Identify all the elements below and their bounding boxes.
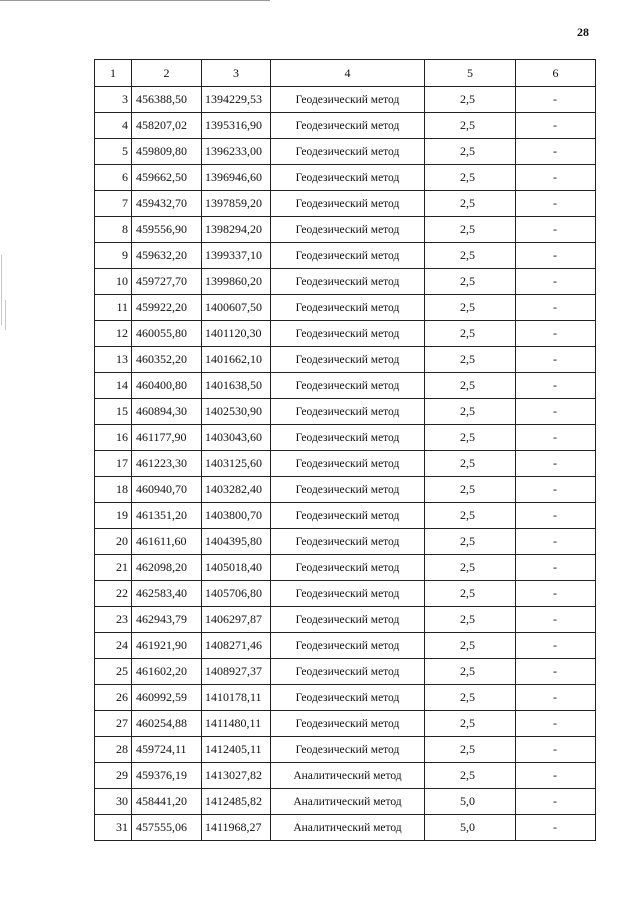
y-coordinate-cell: 1403043,60	[202, 425, 271, 451]
point-number-cell: 4	[95, 113, 132, 139]
table-row	[95, 763, 596, 789]
y-coordinate-cell: 1401120,30	[202, 321, 271, 347]
x-coordinate-cell: 462943,79	[132, 607, 202, 633]
point-number-cell: 16	[95, 425, 132, 451]
y-coordinate-cell: 1400607,50	[202, 295, 271, 321]
accuracy-cell: 2,5	[425, 711, 516, 737]
method-cell: Геодезический метод	[271, 529, 425, 555]
scan-edge-mark	[1, 255, 2, 325]
method-cell: Геодезический метод	[271, 165, 425, 191]
x-coordinate-cell: 462583,40	[132, 581, 202, 607]
point-number-cell: 12	[95, 321, 132, 347]
y-coordinate-cell: 1399337,10	[202, 243, 271, 269]
table-header-row	[95, 60, 596, 87]
table-row	[95, 529, 596, 555]
x-coordinate-cell: 460254,88	[132, 711, 202, 737]
accuracy-cell: 2,5	[425, 347, 516, 373]
point-number-cell: 28	[95, 737, 132, 763]
x-coordinate-cell: 459556,90	[132, 217, 202, 243]
method-cell: Аналитический метод	[271, 763, 425, 789]
accuracy-cell: 2,5	[425, 503, 516, 529]
accuracy-cell: 2,5	[425, 581, 516, 607]
table-row	[95, 139, 596, 165]
accuracy-cell: 2,5	[425, 399, 516, 425]
y-coordinate-cell: 1399860,20	[202, 269, 271, 295]
y-coordinate-cell: 1412405,11	[202, 737, 271, 763]
note-cell: -	[516, 321, 596, 347]
x-coordinate-cell: 459922,20	[132, 295, 202, 321]
accuracy-cell: 2,5	[425, 321, 516, 347]
y-coordinate-cell: 1401662,10	[202, 347, 271, 373]
table-row	[95, 373, 596, 399]
point-number-cell: 15	[95, 399, 132, 425]
x-coordinate-cell: 460992,59	[132, 685, 202, 711]
method-cell: Геодезический метод	[271, 399, 425, 425]
table-row	[95, 711, 596, 737]
method-cell: Аналитический метод	[271, 789, 425, 815]
method-cell: Геодезический метод	[271, 295, 425, 321]
y-coordinate-cell: 1402530,90	[202, 399, 271, 425]
table-row	[95, 633, 596, 659]
y-coordinate-cell: 1413027,82	[202, 763, 271, 789]
note-cell: -	[516, 269, 596, 295]
y-coordinate-cell: 1397859,20	[202, 191, 271, 217]
table-row	[95, 477, 596, 503]
table-row	[95, 581, 596, 607]
note-cell: -	[516, 659, 596, 685]
x-coordinate-cell: 461602,20	[132, 659, 202, 685]
table-row	[95, 399, 596, 425]
column-header: 4	[271, 60, 425, 87]
method-cell: Геодезический метод	[271, 113, 425, 139]
x-coordinate-cell: 461921,90	[132, 633, 202, 659]
note-cell: -	[516, 737, 596, 763]
method-cell: Геодезический метод	[271, 269, 425, 295]
point-number-cell: 22	[95, 581, 132, 607]
table-row	[95, 113, 596, 139]
note-cell: -	[516, 633, 596, 659]
coordinates-table	[94, 59, 596, 841]
note-cell: -	[516, 87, 596, 113]
x-coordinate-cell: 456388,50	[132, 87, 202, 113]
method-cell: Геодезический метод	[271, 139, 425, 165]
x-coordinate-cell: 459432,70	[132, 191, 202, 217]
x-coordinate-cell: 458207,02	[132, 113, 202, 139]
accuracy-cell: 2,5	[425, 191, 516, 217]
note-cell: -	[516, 139, 596, 165]
y-coordinate-cell: 1406297,87	[202, 607, 271, 633]
method-cell: Геодезический метод	[271, 243, 425, 269]
note-cell: -	[516, 763, 596, 789]
method-cell: Геодезический метод	[271, 321, 425, 347]
note-cell: -	[516, 191, 596, 217]
scan-edge-mark	[5, 300, 6, 330]
table-row	[95, 503, 596, 529]
x-coordinate-cell: 457555,06	[132, 815, 202, 841]
x-coordinate-cell: 460400,80	[132, 373, 202, 399]
method-cell: Геодезический метод	[271, 217, 425, 243]
y-coordinate-cell: 1404395,80	[202, 529, 271, 555]
column-header: 1	[95, 60, 132, 87]
note-cell: -	[516, 503, 596, 529]
note-cell: -	[516, 555, 596, 581]
note-cell: -	[516, 607, 596, 633]
note-cell: -	[516, 217, 596, 243]
x-coordinate-cell: 460055,80	[132, 321, 202, 347]
point-number-cell: 11	[95, 295, 132, 321]
note-cell: -	[516, 529, 596, 555]
accuracy-cell: 2,5	[425, 217, 516, 243]
y-coordinate-cell: 1401638,50	[202, 373, 271, 399]
accuracy-cell: 2,5	[425, 633, 516, 659]
y-coordinate-cell: 1398294,20	[202, 217, 271, 243]
x-coordinate-cell: 461177,90	[132, 425, 202, 451]
method-cell: Геодезический метод	[271, 659, 425, 685]
point-number-cell: 29	[95, 763, 132, 789]
accuracy-cell: 2,5	[425, 295, 516, 321]
x-coordinate-cell: 459662,50	[132, 165, 202, 191]
method-cell: Геодезический метод	[271, 425, 425, 451]
x-coordinate-cell: 459724,11	[132, 737, 202, 763]
table-row	[95, 165, 596, 191]
x-coordinate-cell: 460894,30	[132, 399, 202, 425]
accuracy-cell: 2,5	[425, 269, 516, 295]
x-coordinate-cell: 459632,20	[132, 243, 202, 269]
accuracy-cell: 2,5	[425, 555, 516, 581]
column-header: 2	[132, 60, 202, 87]
column-header: 6	[516, 60, 596, 87]
table-row	[95, 243, 596, 269]
method-cell: Геодезический метод	[271, 607, 425, 633]
table-row	[95, 87, 596, 113]
accuracy-cell: 2,5	[425, 529, 516, 555]
accuracy-cell: 2,5	[425, 113, 516, 139]
accuracy-cell: 2,5	[425, 477, 516, 503]
table-row	[95, 555, 596, 581]
point-number-cell: 20	[95, 529, 132, 555]
y-coordinate-cell: 1410178,11	[202, 685, 271, 711]
y-coordinate-cell: 1412485,82	[202, 789, 271, 815]
method-cell: Геодезический метод	[271, 191, 425, 217]
point-number-cell: 10	[95, 269, 132, 295]
point-number-cell: 5	[95, 139, 132, 165]
x-coordinate-cell: 461611,60	[132, 529, 202, 555]
table-row	[95, 607, 596, 633]
accuracy-cell: 2,5	[425, 451, 516, 477]
table-row	[95, 685, 596, 711]
y-coordinate-cell: 1396233,00	[202, 139, 271, 165]
x-coordinate-cell: 461351,20	[132, 503, 202, 529]
accuracy-cell: 2,5	[425, 685, 516, 711]
x-coordinate-cell: 461223,30	[132, 451, 202, 477]
table-row	[95, 789, 596, 815]
table-row	[95, 321, 596, 347]
accuracy-cell: 2,5	[425, 243, 516, 269]
point-number-cell: 19	[95, 503, 132, 529]
accuracy-cell: 2,5	[425, 737, 516, 763]
point-number-cell: 9	[95, 243, 132, 269]
accuracy-cell: 2,5	[425, 87, 516, 113]
y-coordinate-cell: 1405706,80	[202, 581, 271, 607]
y-coordinate-cell: 1403125,60	[202, 451, 271, 477]
page-number: 28	[577, 25, 589, 39]
accuracy-cell: 2,5	[425, 425, 516, 451]
note-cell: -	[516, 243, 596, 269]
method-cell: Геодезический метод	[271, 451, 425, 477]
y-coordinate-cell: 1395316,90	[202, 113, 271, 139]
y-coordinate-cell: 1405018,40	[202, 555, 271, 581]
point-number-cell: 13	[95, 347, 132, 373]
table-row	[95, 425, 596, 451]
note-cell: -	[516, 113, 596, 139]
point-number-cell: 31	[95, 815, 132, 841]
table-row	[95, 347, 596, 373]
method-cell: Геодезический метод	[271, 737, 425, 763]
accuracy-cell: 2,5	[425, 763, 516, 789]
note-cell: -	[516, 711, 596, 737]
y-coordinate-cell: 1403800,70	[202, 503, 271, 529]
method-cell: Геодезический метод	[271, 503, 425, 529]
x-coordinate-cell: 459376,19	[132, 763, 202, 789]
y-coordinate-cell: 1408271,46	[202, 633, 271, 659]
note-cell: -	[516, 165, 596, 191]
method-cell: Геодезический метод	[271, 555, 425, 581]
note-cell: -	[516, 425, 596, 451]
method-cell: Геодезический метод	[271, 87, 425, 113]
point-number-cell: 17	[95, 451, 132, 477]
note-cell: -	[516, 581, 596, 607]
note-cell: -	[516, 399, 596, 425]
table-row	[95, 815, 596, 841]
top-rule	[0, 0, 270, 1]
y-coordinate-cell: 1394229,53	[202, 87, 271, 113]
table-row	[95, 295, 596, 321]
note-cell: -	[516, 685, 596, 711]
note-cell: -	[516, 373, 596, 399]
point-number-cell: 25	[95, 659, 132, 685]
y-coordinate-cell: 1408927,37	[202, 659, 271, 685]
x-coordinate-cell: 458441,20	[132, 789, 202, 815]
method-cell: Геодезический метод	[271, 633, 425, 659]
note-cell: -	[516, 295, 596, 321]
table-row	[95, 269, 596, 295]
method-cell: Геодезический метод	[271, 581, 425, 607]
x-coordinate-cell: 462098,20	[132, 555, 202, 581]
table-row	[95, 451, 596, 477]
table-row	[95, 217, 596, 243]
accuracy-cell: 2,5	[425, 607, 516, 633]
accuracy-cell: 2,5	[425, 659, 516, 685]
accuracy-cell: 2,5	[425, 373, 516, 399]
note-cell: -	[516, 815, 596, 841]
point-number-cell: 3	[95, 87, 132, 113]
point-number-cell: 27	[95, 711, 132, 737]
x-coordinate-cell: 459727,70	[132, 269, 202, 295]
table-row	[95, 659, 596, 685]
column-header: 3	[202, 60, 271, 87]
accuracy-cell: 2,5	[425, 139, 516, 165]
y-coordinate-cell: 1396946,60	[202, 165, 271, 191]
method-cell: Геодезический метод	[271, 477, 425, 503]
method-cell: Геодезический метод	[271, 685, 425, 711]
y-coordinate-cell: 1411968,27	[202, 815, 271, 841]
table-row	[95, 737, 596, 763]
point-number-cell: 24	[95, 633, 132, 659]
y-coordinate-cell: 1403282,40	[202, 477, 271, 503]
x-coordinate-cell: 459809,80	[132, 139, 202, 165]
accuracy-cell: 5,0	[425, 789, 516, 815]
y-coordinate-cell: 1411480,11	[202, 711, 271, 737]
x-coordinate-cell: 460940,70	[132, 477, 202, 503]
note-cell: -	[516, 477, 596, 503]
note-cell: -	[516, 347, 596, 373]
accuracy-cell: 5,0	[425, 815, 516, 841]
point-number-cell: 14	[95, 373, 132, 399]
accuracy-cell: 2,5	[425, 165, 516, 191]
method-cell: Аналитический метод	[271, 815, 425, 841]
method-cell: Геодезический метод	[271, 711, 425, 737]
point-number-cell: 6	[95, 165, 132, 191]
point-number-cell: 7	[95, 191, 132, 217]
table-row	[95, 191, 596, 217]
method-cell: Геодезический метод	[271, 373, 425, 399]
x-coordinate-cell: 460352,20	[132, 347, 202, 373]
point-number-cell: 21	[95, 555, 132, 581]
note-cell: -	[516, 451, 596, 477]
table-body	[95, 60, 596, 841]
method-cell: Геодезический метод	[271, 347, 425, 373]
point-number-cell: 8	[95, 217, 132, 243]
point-number-cell: 26	[95, 685, 132, 711]
point-number-cell: 30	[95, 789, 132, 815]
column-header: 5	[425, 60, 516, 87]
point-number-cell: 18	[95, 477, 132, 503]
note-cell: -	[516, 789, 596, 815]
point-number-cell: 23	[95, 607, 132, 633]
